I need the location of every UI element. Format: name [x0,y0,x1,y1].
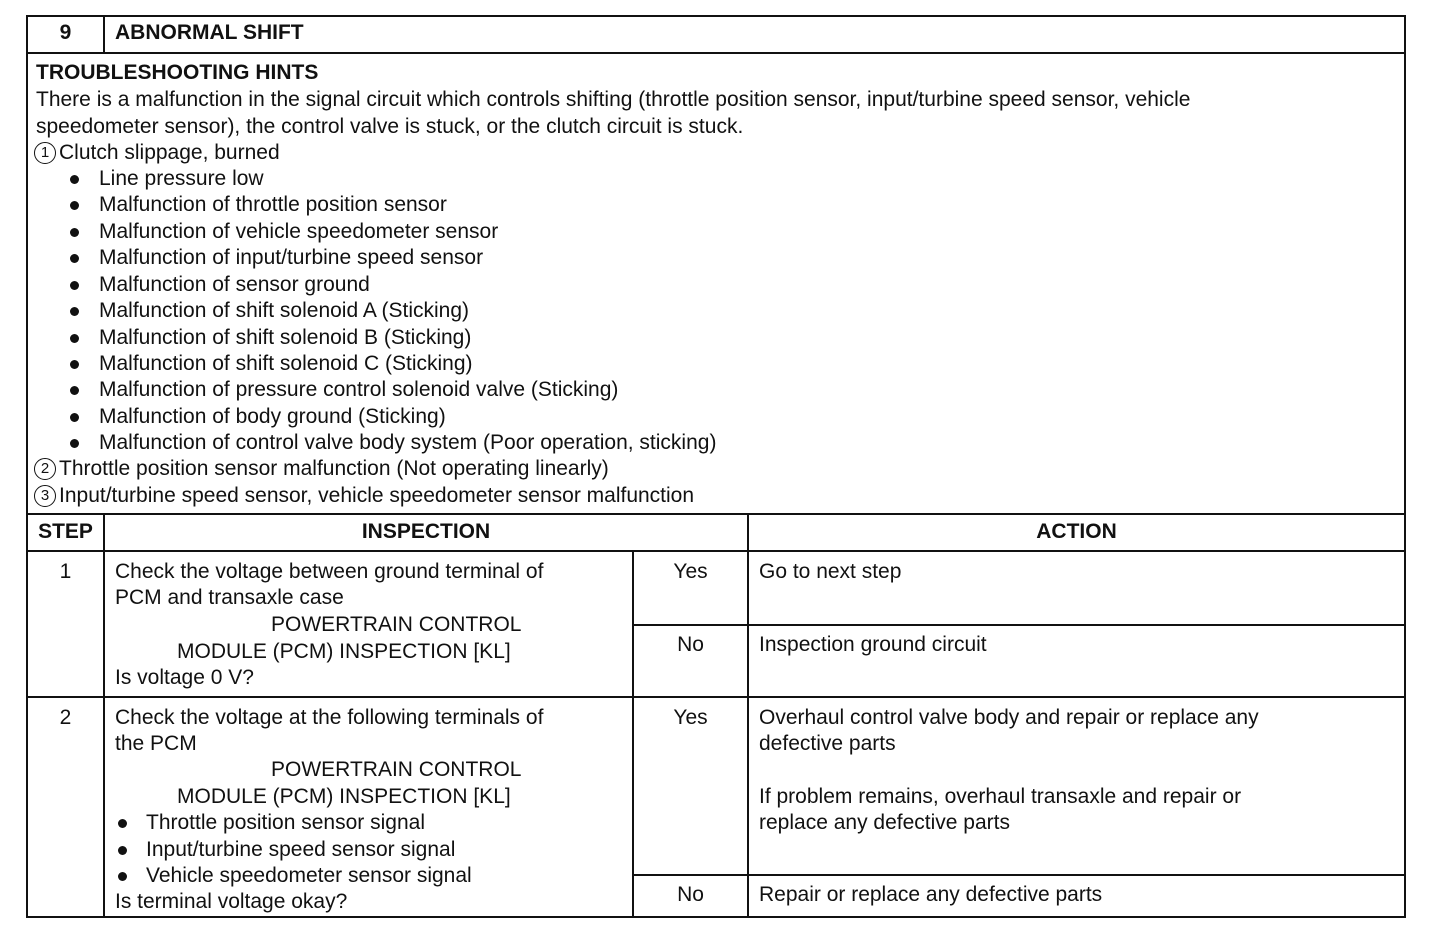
divider-number [103,15,105,54]
no-label: No [677,633,704,656]
cause-3-text: Input/turbine speed sensor, vehicle speedometer sensor malfunction [59,484,695,507]
inspection-bullet-item: Input/turbine speed sensor signal [146,838,456,861]
circled-number-3: 3 [34,485,56,507]
action-text: replace any defective parts [759,811,1010,834]
cause-2 [34,456,609,482]
hint-bullet-item: Line pressure low [99,167,264,190]
reference-link[interactable]: POWERTRAIN CONTROL [271,758,522,781]
reference-link[interactable]: MODULE (PCM) INSPECTION [KL] [177,640,511,663]
action-text: Repair or replace any defective parts [759,883,1103,906]
hint-bullet-item: Malfunction of throttle position sensor [99,193,447,216]
inspection-text: Check the voltage at the following terminals of [115,706,544,729]
bullet-icon [118,846,127,855]
inspection-text: PCM and transaxle case [115,586,344,609]
divider-header [26,52,1406,54]
column-header-step: STEP [38,520,93,543]
circled-number-1: 1 [34,142,56,164]
divider-inspection-column [632,550,634,918]
column-header-action: ACTION [1036,520,1117,543]
hint-bullet-item: Malfunction of shift solenoid A (Sticking) [99,299,470,322]
divider-step-column [103,513,105,918]
cause-3 [34,483,694,509]
divider-step2-yes-no [632,874,1406,876]
column-header-inspection: INSPECTION [361,520,491,543]
inspection-question: Is voltage 0 V? [115,666,254,689]
yes-label: Yes [673,560,708,583]
bullet-icon [70,228,79,237]
inspection-text: the PCM [115,732,197,755]
hint-bullet-item: Malfunction of body ground (Sticking) [99,405,446,428]
bullet-icon [70,281,79,290]
bullet-icon [118,872,127,881]
reference-link[interactable]: POWERTRAIN CONTROL [271,613,522,636]
hint-bullet-item: Malfunction of vehicle speedometer sensor [99,220,499,243]
hint-bullet-item: Malfunction of control valve body system (Poor operation, sticking) [99,431,717,454]
no-label: No [677,883,704,906]
bullet-icon [70,413,79,422]
section-number: 9 [59,21,72,44]
hints-intro-line: speedometer sensor), the control valve is stuck, or the clutch circuit is stuck. [36,115,744,138]
bullet-icon [70,307,79,316]
inspection-bullet-item: Throttle position sensor signal [146,811,425,834]
inspection-bullet-item: Vehicle speedometer sensor signal [146,864,472,887]
cause-2-text: Throttle position sensor malfunction (Not operating linearly) [59,457,609,480]
inspection-text: Check the voltage between ground terminal of [115,560,544,583]
step-number: 1 [59,560,72,583]
action-text: Overhaul control valve body and repair or replace any [759,706,1259,729]
action-text: Go to next step [759,560,902,583]
divider-steps [26,696,1406,698]
bullet-icon [70,254,79,263]
divider-step1-yes-no [632,624,1406,626]
hints-intro-line: There is a malfunction in the signal circuit which controls shifting (throttle position sensor, input/turbine speed sensor, vehicle [36,88,1191,111]
step-number: 2 [59,706,72,729]
divider-action-column [747,513,749,918]
yes-label: Yes [673,706,708,729]
action-text: If problem remains, overhaul transaxle and repair or [759,785,1242,808]
hint-bullet-item: Malfunction of sensor ground [99,273,370,296]
bullet-icon [118,819,127,828]
circled-number-2: 2 [34,458,56,480]
hints-title: TROUBLESHOOTING HINTS [36,61,319,84]
bullet-icon [70,175,79,184]
bullet-icon [70,201,79,210]
section-title: ABNORMAL SHIFT [115,21,304,44]
bullet-icon [70,439,79,448]
divider-column-headers [26,550,1406,552]
hint-bullet-item: Malfunction of pressure control solenoid valve (Sticking) [99,378,619,401]
bullet-icon [70,334,79,343]
bullet-icon [70,386,79,395]
reference-link[interactable]: MODULE (PCM) INSPECTION [KL] [177,785,511,808]
hint-bullet-item: Malfunction of shift solenoid C (Sticking) [99,352,473,375]
inspection-question: Is terminal voltage okay? [115,890,348,913]
action-text: defective parts [759,732,896,755]
hint-bullet-item: Malfunction of shift solenoid B (Sticking) [99,326,472,349]
hint-bullet-item: Malfunction of input/turbine speed sensor [99,246,484,269]
action-text: Inspection ground circuit [759,633,987,656]
bullet-icon [70,360,79,369]
cause-1 [34,140,280,166]
divider-hints [26,513,1406,515]
cause-1-text: Clutch slippage, burned [59,141,280,164]
